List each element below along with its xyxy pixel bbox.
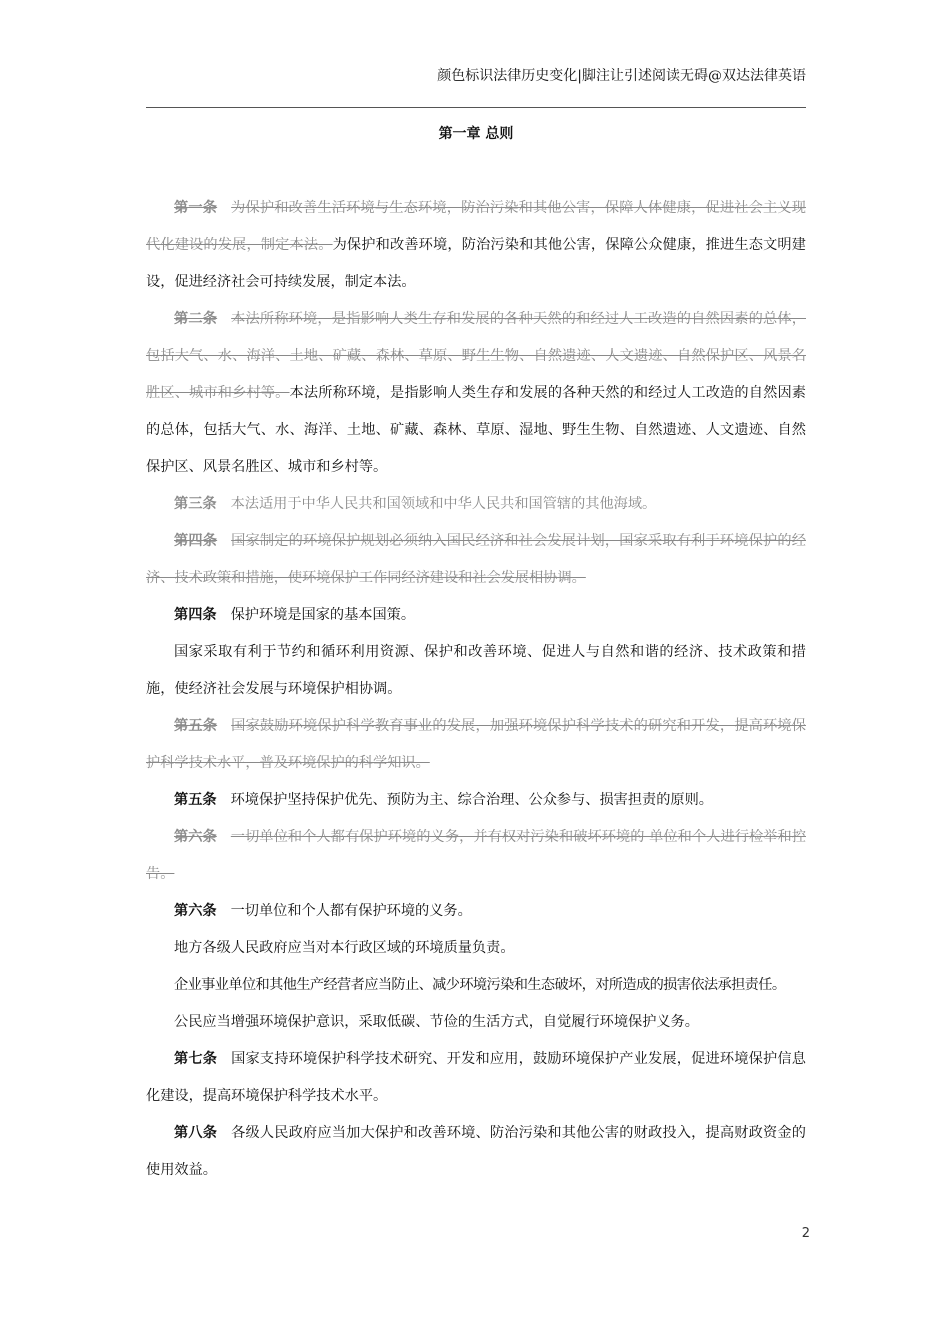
article-8-label: 第八条 [174,1125,218,1141]
article-8-text: 各级人民政府应当加大保护和改善环境、防治污染和其他公害的财政投入，提高财政资金的使用效益。 [146,1125,806,1178]
article-5-new [146,782,806,819]
article-4-new-text: 保护环境是国家的基本国策。 [230,607,416,623]
article-4-old-deleted [146,533,806,586]
article-6-new-para3: 企业事业单位和其他生产经营者应当防止、减少环境污染和生态破坏，对所造成的损害依法承担责任。 [174,977,786,993]
page-number: 2 [801,1226,810,1241]
article-2-label: 第二条 [174,311,218,327]
article-4-old-label: 第四条 [174,533,218,549]
article-6-new-text: 一切单位和个人都有保护环境的义务。 [230,903,472,919]
article-1-label: 第一条 [174,200,218,216]
article-6-old-text: 一切单位和个人都有保护环境的义务，并有权对污染和破坏环境的 单位和个人进行检举和控告。 [146,829,806,882]
article-1-current-text: 为保护和改善环境，防治污染和其他公害，保障公众健康，推进生态文明建设，促进经济社会可持续发展，制定本法。 [146,237,806,290]
article-4-new [146,597,806,634]
document-body [146,190,806,1189]
article-2-deleted-text: 本法所称环境，是指影响人类生存和发展的各种天然的和经过人工改造的自然因素的总体，包括大气、水、海洋、土地、矿藏、森林、草原、野生生物、自然遗迹、人文遗迹、自然保护区、风景名胜区、城市和乡村等。 [146,311,806,401]
article-5-new-text: 环境保护坚持保护优先、预防为主、综合治理、公众参与、损害担责的原则。 [230,792,713,808]
article-6-old-deleted [146,829,806,882]
article-6-new-para2: 地方各级人民政府应当对本行政区域的环境质量负责。 [174,940,515,956]
article-2 [146,301,806,486]
article-4-old [146,523,806,597]
article-2-current-text: 本法所称环境，是指影响人类生存和发展的各种天然的和经过人工改造的自然因素的总体，包括大气、水、海洋、土地、矿藏、森林、草原、湿地、野生生物、自然遗迹、人文遗迹、自然保护区、风景名胜区、城市和乡村等。 [146,385,806,475]
header-divider [146,107,806,108]
article-6-old [146,819,806,893]
article-5-new-label: 第五条 [174,792,217,808]
article-6-new-para4: 公民应当增强环境保护意识，采取低碳、节俭的生活方式，自觉履行环境保护义务。 [174,1014,699,1030]
article-7-label: 第七条 [174,1051,218,1067]
article-3-text: 本法适用于中华人民共和国领域和中华人民共和国管辖的其他海域。 [230,496,657,512]
article-5-old [146,708,806,782]
article-6-new [146,893,806,930]
article-5-old-deleted [146,718,806,771]
article-8 [146,1115,806,1189]
article-7-text: 国家支持环境保护科学技术研究、开发和应用，鼓励环境保护产业发展，促进环境保护信息化建设，提高环境保护科学技术水平。 [146,1051,806,1104]
article-4-old-text: 国家制定的环境保护规划必须纳入国民经济和社会发展计划，国家采取有利于环境保护的经济、技术政策和措施，使环境保护工作同经济建设和社会发展相协调。 [146,533,806,586]
article-3-label: 第三条 [174,496,217,512]
article-5-old-text: 国家鼓励环境保护科学教育事业的发展，加强环境保护科学技术的研究和开发，提高环境保护科学技术水平，普及环境保护的科学知识。 [146,718,806,771]
article-1-deleted-text: 为保护和改善生活环境与生态环境，防治污染和其他公害，保障人体健康，促进社会主义现代化建设的发展，制定本法。 [146,200,806,253]
article-6-new-label: 第六条 [174,903,217,919]
article-6-old-label: 第六条 [174,829,217,845]
chapter-title: 第一章 总则 [438,126,514,142]
article-4-new-para2: 国家采取有利于节约和循环利用资源、保护和改善环境、促进人与自然和谐的经济、技术政策和措施，使经济社会发展与环境保护相协调。 [146,644,806,697]
article-5-old-label: 第五条 [174,718,218,734]
article-1 [146,190,806,301]
article-4-new-label: 第四条 [174,607,217,623]
page-header: 颜色标识法律历史变化|脚注让引述阅读无碍@双达法律英语 [437,68,806,84]
article-7 [146,1041,806,1115]
article-3 [146,486,806,523]
